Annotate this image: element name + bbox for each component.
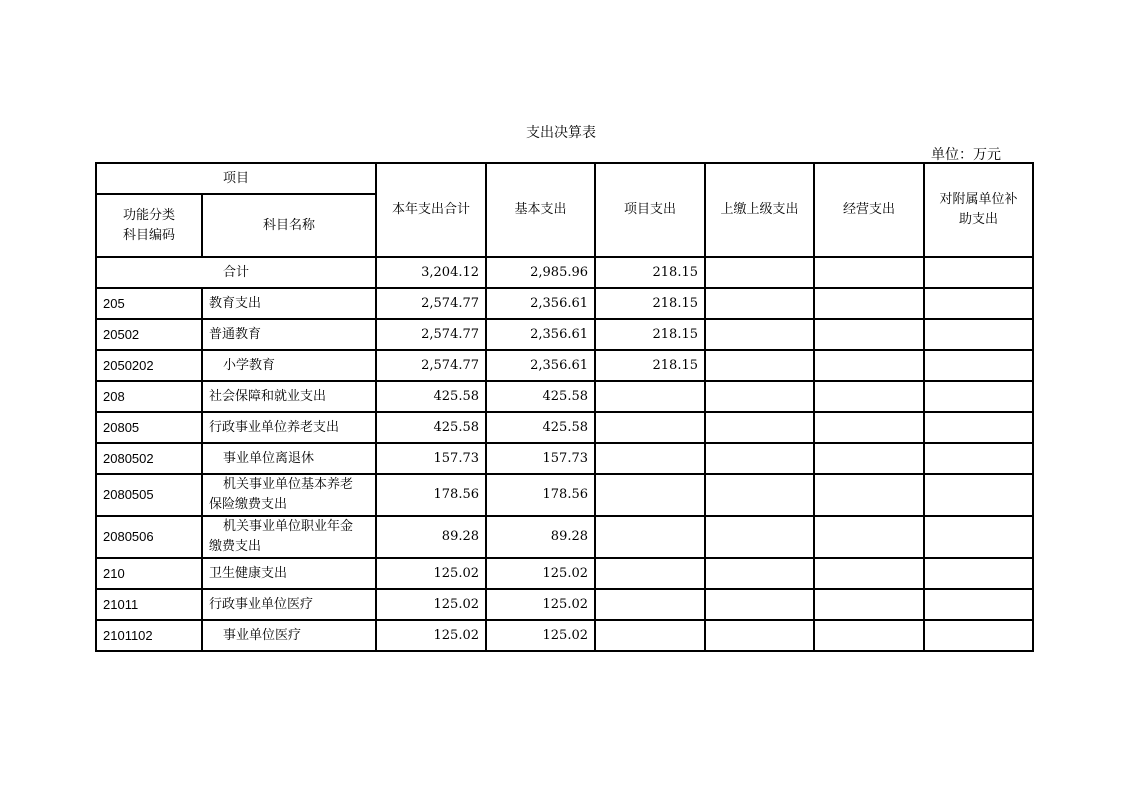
row-project [595,474,705,516]
row-subsidy [924,516,1033,558]
header-subject-name: 科目名称 [202,194,376,257]
row-name: 教育支出 [202,288,376,319]
row-upper [705,443,814,474]
table-row [96,558,1033,589]
row-name: 行政事业单位医疗 [202,589,376,620]
row-total: 89.28 [376,516,486,558]
row-project: 218.15 [595,288,705,319]
row-basic: 2,356.61 [486,350,595,381]
row-upper [705,288,814,319]
row-total: 2,574.77 [376,319,486,350]
row-basic: 125.02 [486,620,595,651]
row-total: 178.56 [376,474,486,516]
row-name: 事业单位医疗 [202,620,376,651]
row-subsidy [924,443,1033,474]
row-basic: 2,356.61 [486,319,595,350]
row-basic: 89.28 [486,516,595,558]
row-business [814,474,924,516]
summary-total: 3,204.12 [376,257,486,288]
table-row [96,516,1033,558]
summary-project: 218.15 [595,257,705,288]
header-item: 项目 [96,163,376,194]
header-func-code-line2: 科目编码 [122,227,175,243]
row-basic: 125.02 [486,589,595,620]
row-upper [705,516,814,558]
row-business [814,412,924,443]
row-name-line2: 缴费支出 [209,539,262,554]
row-subsidy [924,288,1033,319]
row-code: 2080502 [96,443,202,474]
row-upper [705,412,814,443]
header-subsidy-line2: 助支出 [959,212,999,227]
row-project [595,589,705,620]
table-row [96,319,1033,350]
row-name-line2: 保险缴费支出 [209,497,288,512]
row-name: 事业单位离退休 [202,443,376,474]
row-name: 普通教育 [202,319,376,350]
row-name: 行政事业单位养老支出 [202,412,376,443]
summary-label: 合计 [96,257,376,288]
table-row [96,381,1033,412]
row-code: 20502 [96,319,202,350]
row-total: 125.02 [376,589,486,620]
header-total: 本年支出合计 [376,163,486,257]
row-total: 2,574.77 [376,350,486,381]
row-total: 157.73 [376,443,486,474]
header-func-code [96,194,202,257]
table-row [96,350,1033,381]
header-basic: 基本支出 [486,163,595,257]
table-row [96,443,1033,474]
row-project [595,412,705,443]
row-upper [705,474,814,516]
header-func-code-line1: 功能分类 [122,207,175,223]
row-project [595,381,705,412]
row-project: 218.15 [595,350,705,381]
row-business [814,558,924,589]
row-business [814,288,924,319]
header-subsidy [924,163,1033,257]
row-name: 小学教育 [202,350,376,381]
row-business [814,589,924,620]
row-basic: 157.73 [486,443,595,474]
summary-subsidy [924,257,1033,288]
header-upper: 上缴上级支出 [705,163,814,257]
row-subsidy [924,474,1033,516]
row-business [814,516,924,558]
row-upper [705,381,814,412]
row-upper [705,558,814,589]
unit-label: 单位：万元 [931,147,1001,163]
row-code: 2050202 [96,350,202,381]
row-business [814,350,924,381]
row-subsidy [924,350,1033,381]
row-total: 125.02 [376,558,486,589]
table-row [96,474,1033,516]
row-business [814,443,924,474]
row-code: 205 [96,288,202,319]
summary-business [814,257,924,288]
table-row [96,589,1033,620]
header-business: 经营支出 [814,163,924,257]
summary-upper [705,257,814,288]
row-name: 卫生健康支出 [202,558,376,589]
row-code: 21011 [96,589,202,620]
row-business [814,319,924,350]
row-name [202,516,376,558]
row-code: 2080505 [96,474,202,516]
row-basic: 425.58 [486,412,595,443]
row-code: 2101102 [96,620,202,651]
row-upper [705,319,814,350]
row-basic: 2,356.61 [486,288,595,319]
row-subsidy [924,558,1033,589]
row-business [814,620,924,651]
row-project [595,620,705,651]
summary-row [96,257,1033,288]
row-business [814,381,924,412]
row-basic: 425.58 [486,381,595,412]
row-code: 2080506 [96,516,202,558]
row-subsidy [924,319,1033,350]
row-subsidy [924,620,1033,651]
row-total: 425.58 [376,412,486,443]
row-name-line1: 机关事业单位基本养老 [223,477,354,492]
row-name-line1: 机关事业单位职业年金 [223,519,354,534]
row-code: 20805 [96,412,202,443]
row-project [595,443,705,474]
row-project: 218.15 [595,319,705,350]
expenditure-table [95,162,1034,652]
row-total: 2,574.77 [376,288,486,319]
row-project [595,516,705,558]
row-upper [705,350,814,381]
table-row [96,412,1033,443]
row-subsidy [924,589,1033,620]
row-basic: 125.02 [486,558,595,589]
row-total: 425.58 [376,381,486,412]
row-upper [705,620,814,651]
row-code: 208 [96,381,202,412]
summary-basic: 2,985.96 [486,257,595,288]
page-title: 支出决算表 [526,125,596,141]
row-subsidy [924,412,1033,443]
table-row [96,620,1033,651]
header-project: 项目支出 [595,163,705,257]
row-subsidy [924,381,1033,412]
row-upper [705,589,814,620]
row-code: 210 [96,558,202,589]
row-total: 125.02 [376,620,486,651]
row-name: 社会保障和就业支出 [202,381,376,412]
row-project [595,558,705,589]
header-subsidy-line1: 对附属单位补 [939,192,1018,207]
table-row [96,288,1033,319]
row-basic: 178.56 [486,474,595,516]
row-name [202,474,376,516]
